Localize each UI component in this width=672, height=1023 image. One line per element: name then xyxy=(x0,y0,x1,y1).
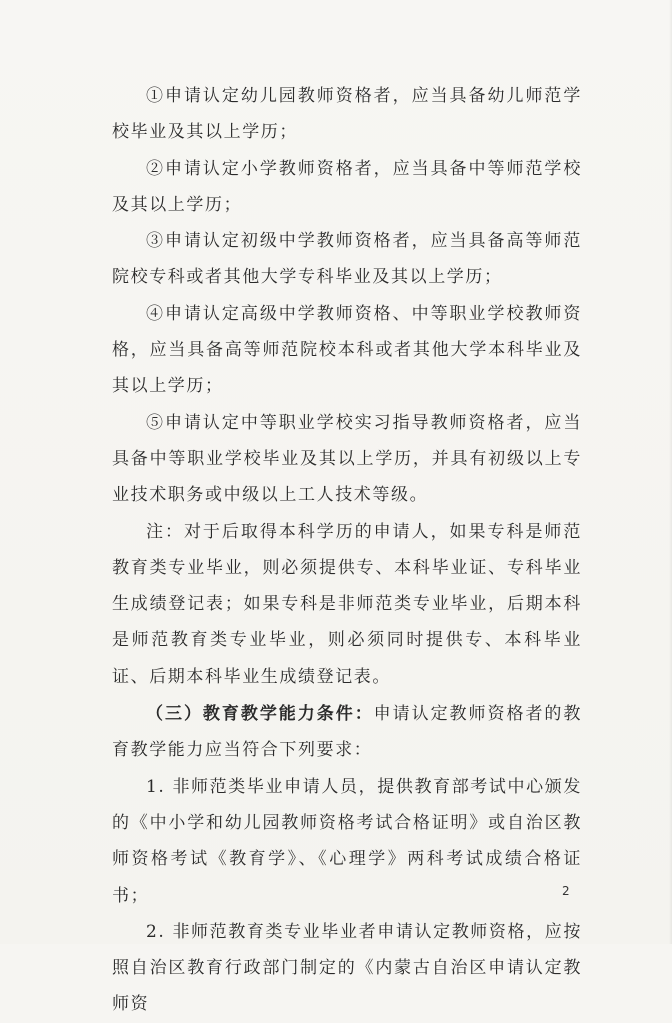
paragraph-note: 注：对于后取得本科学历的申请人，如果专科是师范教育类专业毕业，则必须提供专、本科毕业证、专科毕业生成绩登记表；如果专科是非师范类专业毕业，后期本科是师范教育类专业毕业，则必须同时提供专、本科毕业证、后期本科毕业生成绩登记表。 xyxy=(112,521,582,687)
paragraph-kindergarten: ①申请认定幼儿园教师资格者，应当具备幼儿师范学校毕业及其以上学历； xyxy=(112,86,582,143)
paragraph-vocational: ⑤申请认定中等职业学校实习指导教师资格者，应当具备中等职业学校毕业及其以上学历，并具有初级以上专业技术职务或中级以上工人技术等级。 xyxy=(112,412,582,506)
list-item-2: 2. 非师范教育类专业毕业者申请认定教师资格，应按照自治区教育行政部门制定的《内蒙古自治区申请认定教师资 xyxy=(112,921,582,1015)
paragraph-junior-middle: ③申请认定初级中学教师资格者，应当具备高等师范院校专科或者其他大学专科毕业及其以上学历； xyxy=(112,231,582,288)
document-body xyxy=(112,78,582,1023)
section-body: 申请认定教师资格者的教育教学能力应当符合下列要求： xyxy=(112,704,582,761)
section-heading: （三）教育教学能力条件： xyxy=(146,704,374,725)
list-item-1: 1. 非师范类毕业申请人员，提供教育部考试中心颁发的《中小学和幼儿园教师资格考试合格证明》或自治区教师资格考试《教育学》、《心理学》两科考试成绩合格证书； xyxy=(112,776,582,906)
paragraph-senior-middle: ④申请认定高级中学教师资格、中等职业学校教师资格，应当具备高等师范院校本科或者其他大学本科毕业及其以上学历； xyxy=(112,303,582,397)
page-number: 2 xyxy=(562,884,570,898)
section-teaching-ability xyxy=(112,696,582,769)
paragraph-primary: ②申请认定小学教师资格者，应当具备中等师范学校及其以上学历； xyxy=(112,158,582,215)
